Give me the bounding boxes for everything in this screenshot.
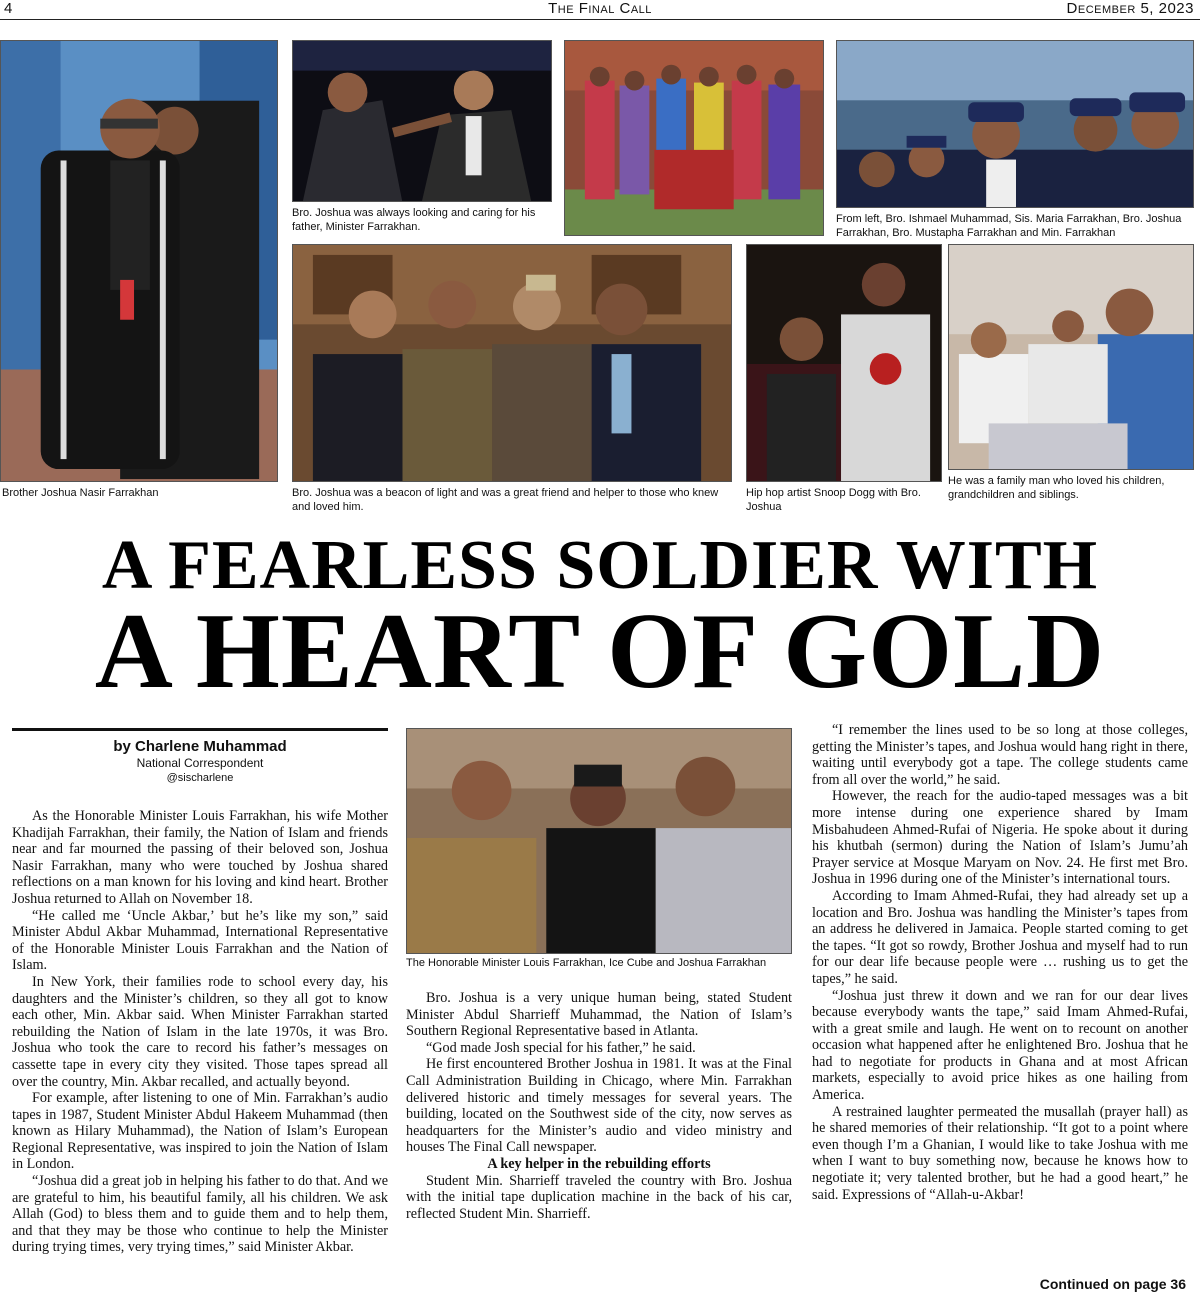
photo-family-group: [564, 40, 824, 236]
byline-title: National Correspondent: [136, 756, 264, 770]
article-paragraph: As the Honorable Minister Louis Farrakhan, his wife Mother Khadijah Farrakhan, their family, the Nation of Islam and friends near and far mourned the passing of their beloved son, Joshua Nasir Farrakhan, many who were touched by Joshua shared reflections on a man known for his loving and kind heart. Brother Joshua returned to Allah on November 18.: [12, 808, 388, 907]
page-number: 4: [4, 0, 13, 17]
article-column-3: [812, 722, 1188, 1203]
article-subhead: A key helper in the rebuilding efforts: [487, 1155, 711, 1172]
article-paragraph: “I remember the lines used to be so long at those colleges, getting the Minister’s tapes, and Joshua would hang right in there, waiting until everybody got a tape. The college students came from all over the world,” he said.: [812, 722, 1188, 788]
article-paragraph: In New York, their families rode to school every day, his daughters and the Minister’s children, so they all got to know each other, Min. Akbar said. When Minister Farrakhan started rebuilding the Nation of Islam in the late 1970s, it was Bro. Joshua who took the care to record his father’s messages on cassette tape in every city they visited. Those tapes spread all over the country, Min. Akbar recalled, and actually beyond.: [12, 973, 388, 1090]
article-paragraph: “Joshua just threw it down and we ran for our dear lives because everybody wants the tape,” said Imam Ahmed-Rufai, with a great smile and laugh. He went on to recount on another occasion what happened after he enlightened Bro. Joshua that he had to negotiate for products in Ghana and at most African markets, especially to avoid price hikes as one hailing from America.: [812, 987, 1188, 1104]
article-paragraph: Bro. Joshua is a very unique human being, stated Student Minister Abdul Sharrieff Muhammad, the Nation of Islam’s Southern Regional Representative based in Atlanta.: [406, 990, 792, 1040]
headline-line-1: A FEARLESS SOLDIER WITH: [101, 527, 1099, 604]
photo-family-man: [948, 244, 1194, 470]
issue-date: December 5, 2023: [1066, 0, 1194, 17]
article-paragraph: Student Min. Sharrieff traveled the country with Bro. Joshua with the initial tape duplication machine in the back of his car, reflected Student Min. Sharrieff.: [406, 1172, 792, 1222]
article-paragraph: According to Imam Ahmed-Rufai, they had already set up a location and Bro. Joshua was handling the Minister’s tapes from an address he delivered in Jamaica. People started coming to get the tapes. “It got so rowdy, Brother Joshua and myself had to run for our dear life because people were … rushing us to get the tapes,” he said.: [812, 887, 1188, 987]
folio-bar: [0, 0, 1200, 20]
photo-family-caps: [836, 40, 1194, 208]
caption-photo1: Brother Joshua Nasir Farrakhan: [2, 487, 159, 499]
publication-name: The Final Call: [548, 0, 652, 17]
byline-author: by Charlene Muhammad: [113, 738, 287, 755]
photo-joshua-portrait: [0, 40, 278, 482]
continued-link[interactable]: Continued on page 36: [1039, 1276, 1186, 1292]
headline-line-2: A HEART OF GOLD: [94, 592, 1106, 711]
article-column-1: [12, 808, 388, 1256]
caption-photo5: Bro. Joshua was a beacon of light and was a great friend and helper to those who knew and loved him.: [292, 487, 719, 513]
photo-snoop-dogg: [746, 244, 942, 482]
article-paragraph: He first encountered Brother Joshua in 1981. It was at the Final Call Administration Building in Chicago, where Min. Farrakhan delivered historic and timely messages for several years. The building, located on the Southwest side of the city, now serves as headquarters for the Minister’s audio and video ministry and houses The Final Call newspaper.: [406, 1056, 792, 1156]
byline-handle: @sischarlene: [166, 772, 234, 784]
article-paragraph: For example, after listening to one of Min. Farrakhan’s audio tapes in 1987, Student Minister Abdul Hakeem Muhammad (then known as Hilary Muhammad), the Nation of Islam’s European Regional Representative, was inspired to join the Nation of Islam in London.: [12, 1090, 388, 1173]
article-paragraph: However, the reach for the audio-taped messages was a bit more intense during one experience shared by Imam Misbahudeen Ahmed-Rufai of Nigeria. He spoke about it during his khutbah (sermon) during the Nation of Islam’s Jumu’ah Prayer service at Mosque Maryam on Nov. 24. He first met Bro. Joshua in 1996 during one of the Minister’s international tours.: [812, 788, 1188, 888]
caption-photo8: The Honorable Minister Louis Farrakhan, Ice Cube and Joshua Farrakhan: [406, 957, 767, 969]
article-column-2: [406, 990, 792, 1222]
caption-photo7: He was a family man who loved his children, grandchildren and siblings.: [948, 475, 1165, 501]
article-paragraph: A restrained laughter permeated the musallah (prayer hall) as he shared memories of their relationship. “It got to a point where even though I’m a Ghanian, I would like to take Joshua with me when I want to buy something now, because he knows how to negotiate it; very talented brother, but he had a good heart,” he said. Expressions of “Allah-u-Akbar!: [812, 1103, 1188, 1203]
photo-beacon-of-light: [292, 244, 732, 482]
article-paragraph: “He called me ‘Uncle Akbar,’ but he’s like my son,” said Minister Abdul Akbar Muhammad, International Representative of the Honorable Minister Louis Farrakhan and the Nation of Islam.: [12, 907, 388, 974]
article-paragraph: “God made Josh special for his father,” he said.: [426, 1039, 696, 1056]
article-paragraph: “Joshua did a great job in helping his father to do that. And we are grateful to him, his beautiful family, all his children. We ask Allah (God) to bless them and to guide them and to help them, and that they may be those who continue to help the Minister during trying times, very trying times,” said Minister Akbar.: [12, 1173, 388, 1256]
photo-joshua-with-father: [292, 40, 552, 202]
caption-photo6: Hip hop artist Snoop Dogg with Bro. Joshua: [746, 487, 921, 513]
byline-rule: [12, 728, 388, 731]
caption-photo2: Bro. Joshua was always looking and caring for his father, Minister Farrakhan.: [292, 207, 536, 233]
byline: [12, 738, 388, 785]
caption-photo4: From left, Bro. Ishmael Muhammad, Sis. Maria Farrakhan, Bro. Joshua Farrakhan, Bro. Mustapha Farrakhan and Min. Farrakhan: [836, 213, 1182, 239]
photo-ice-cube: [406, 728, 792, 954]
